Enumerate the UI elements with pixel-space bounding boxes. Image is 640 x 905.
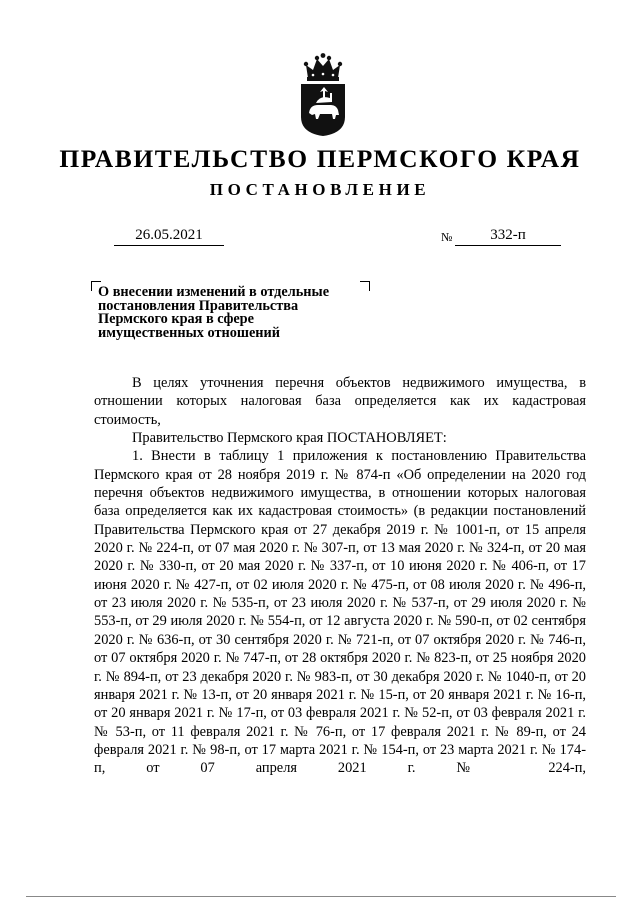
subject-line: Пермского края в сфере xyxy=(98,311,254,328)
coat-of-arms-icon xyxy=(298,53,348,137)
number-sign: № xyxy=(441,230,453,244)
subject-line: имущественных отношений xyxy=(98,325,281,342)
document-date: 26.05.2021 xyxy=(114,227,224,246)
subject-corner-right xyxy=(360,281,370,291)
resolves-paragraph: Правительство Пермского края ПОСТАНОВЛЯЕТ: xyxy=(132,430,447,447)
document-subject xyxy=(98,286,358,341)
document-body xyxy=(94,374,586,778)
page-bottom-rule xyxy=(26,896,616,897)
subject-line: постановления Правительства xyxy=(98,297,299,314)
preamble-paragraph: В целях уточнения перечня объектов недвижимого имущества, в отношении которых налоговая база определяется как их кадастровая стоимость, xyxy=(94,375,586,428)
government-title: ПРАВИТЕЛЬСТВО ПЕРМСКОГО КРАЯ xyxy=(59,144,581,173)
subject-line: О внесении изменений в отдельные xyxy=(98,284,330,300)
document-type: ПОСТАНОВЛЕНИЕ xyxy=(209,180,431,199)
document-number: 332-п xyxy=(455,227,561,246)
clause-1-paragraph: 1. Внести в таблицу 1 приложения к постановлению Правительства Пермского края от 28 ноября 2019 г. № 874-п «Об определении на 2020 год перечня объектов недвижимого имущества, в отношении которых налоговая база определяется как их кадастровая стоимость» (в редакции постановлений Правительства Пермского края от 27 декабря 2019 г. № 1001-п, от 15 апреля 2020 г. № 224-п, от 07 мая 2020 г. № 307-п, от 13 мая 2020 г. № 324-п, от 20 мая 2020 г. № 330-п, от 20 мая 2020 г. № 337-п, от 10 июня 2020 г. № 406-п, от 17 июня 2020 г. № 427-п, от 02 июля 2020 г. № 475-п, от 08 июля 2020 г. № 496-п, от 23 июля 2020 г. № 535-п, от 23 июля 2020 г. № 537-п, от 29 июля 2020 г. № 553-п, от 29 июля 2020 г. № 554-п, от 12 августа 2020 г. № 590-п, от 02 сентября 2020 г. № 636-п, от 30 сентября 2020 г. № 721-п, от 07 октября 2020 г. № 746-п, от 07 октября 2020 г. № 747-п, от 28 октября 2020 г. № 823-п, от 25 ноября 2020 г. № 894-п, от 23 декабря 2020 г. № 983-п, от 30 декабря 2020 г. № 1040-п, от 20 января 2021 г. № 13-п, от 20 января 2021 г. № 15-п, от 20 января 2021 г. № 16-п, от 20 января 2021 г. № 17-п, от 03 февраля 2021 г. № 52-п, от 03 февраля 2021 г. № 53-п, от 11 февраля 2021 г. № 76-п, от 17 февраля 2021 г. № 89-п, от 24 февраля 2021 г. № 98-п, от 17 марта 2021 г. № 154-п, от 23 марта 2021 г. № 174-п, от 07 апреля 2021 г. № 224-п, xyxy=(94,448,586,777)
